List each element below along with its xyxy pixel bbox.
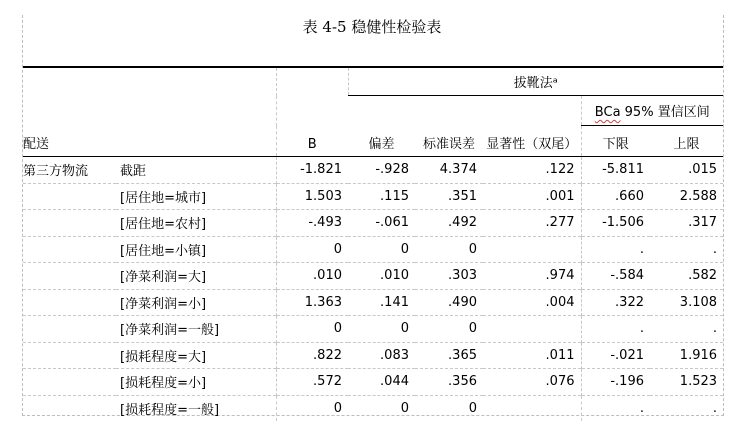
cell-b: 0 (276, 395, 348, 421)
col-se-header: 标准误差 (422, 137, 475, 152)
group-cell: 第三方物流 (23, 157, 116, 184)
table-row (23, 316, 723, 343)
cell-sig: .001 (483, 183, 581, 210)
group-cell (23, 263, 116, 290)
cell-b: -1.821 (276, 157, 348, 184)
cell-bias: 0 (348, 236, 415, 263)
cell-upper: 3.108 (650, 289, 723, 316)
cell-se: 0 (415, 316, 483, 343)
table-row (23, 369, 723, 396)
row-label: [净菜利润=大] (116, 263, 276, 290)
group-cell (23, 395, 116, 421)
cell-sig: .004 (483, 289, 581, 316)
cell-lower: -.021 (581, 342, 650, 369)
cell-bias: .115 (348, 183, 415, 210)
ci-header-label: 95% 置信区间 (620, 105, 710, 120)
row-label: [损耗程度=大] (116, 342, 276, 369)
cell-bias: 0 (348, 316, 415, 343)
cell-upper: 2.588 (650, 183, 723, 210)
cell-upper: .582 (650, 263, 723, 290)
group-cell (23, 289, 116, 316)
header-blank (23, 67, 276, 96)
cell-lower: -.196 (581, 369, 650, 396)
cell-bias: .010 (348, 263, 415, 290)
cell-b: -.493 (276, 210, 348, 237)
cell-b: 1.503 (276, 183, 348, 210)
cell-se: .492 (415, 210, 483, 237)
cell-se: .490 (415, 289, 483, 316)
cell-bias: -.928 (348, 157, 415, 184)
cell-b: .010 (276, 263, 348, 290)
cell-b: 0 (276, 236, 348, 263)
row-label: [居住地=城市] (116, 183, 276, 210)
cell-upper: .317 (650, 210, 723, 237)
cell-b: .572 (276, 369, 348, 396)
table-row (23, 263, 723, 290)
cell-lower: -.584 (581, 263, 650, 290)
cell-sig (483, 236, 581, 263)
cell-upper: . (650, 316, 723, 343)
header-blank-b (276, 67, 348, 96)
col-sig-header: 显著性（双尾） (486, 137, 578, 152)
row-label: [损耗程度=一般] (116, 395, 276, 421)
cell-sig: .277 (483, 210, 581, 237)
cell-sig: .076 (483, 369, 581, 396)
group-cell (23, 210, 116, 237)
row-label: [居住地=农村] (116, 210, 276, 237)
row-label: [损耗程度=小] (116, 369, 276, 396)
table-row (23, 236, 723, 263)
cell-se: .365 (415, 342, 483, 369)
cell-bias: .083 (348, 342, 415, 369)
row-label: 截距 (116, 157, 276, 184)
col-lower-header: 下限 (581, 126, 650, 157)
cell-se: 4.374 (415, 157, 483, 184)
cell-bias: 0 (348, 395, 415, 421)
cell-upper: . (650, 395, 723, 421)
cell-sig: .011 (483, 342, 581, 369)
cell-lower: . (581, 236, 650, 263)
cell-bias: -.061 (348, 210, 415, 237)
bootstrap-header: 拔靴法ᵃ (348, 67, 723, 96)
cell-lower: -5.811 (581, 157, 650, 184)
ci-header-bca: BCa (594, 105, 621, 120)
cell-lower: .322 (581, 289, 650, 316)
cell-lower: . (581, 395, 650, 421)
col-bias-header: 偏差 (368, 137, 395, 152)
row-label: [净菜利润=一般] (116, 316, 276, 343)
table-title: 表 4-5 稳健性检验表 (302, 18, 442, 36)
cell-sig: .974 (483, 263, 581, 290)
cell-b: 0 (276, 316, 348, 343)
table-body (23, 157, 723, 422)
cell-upper: .015 (650, 157, 723, 184)
cell-lower: . (581, 316, 650, 343)
table-row (23, 342, 723, 369)
row-label-header: 配送 (23, 137, 50, 152)
group-cell (23, 342, 116, 369)
cell-upper: 1.916 (650, 342, 723, 369)
cell-se: .303 (415, 263, 483, 290)
row-label: [净菜利润=小] (116, 289, 276, 316)
cell-b: 1.363 (276, 289, 348, 316)
cell-lower: -1.506 (581, 210, 650, 237)
row-label: [居住地=小镇] (116, 236, 276, 263)
ci-header (581, 96, 723, 126)
col-b-header: B (276, 126, 348, 157)
table-row (23, 210, 723, 237)
cell-se: .351 (415, 183, 483, 210)
table-row (23, 289, 723, 316)
table-row (23, 395, 723, 421)
cell-se: .356 (415, 369, 483, 396)
group-cell (23, 369, 116, 396)
cell-sig: .122 (483, 157, 581, 184)
cell-upper: . (650, 236, 723, 263)
cell-se: 0 (415, 236, 483, 263)
table-row (23, 183, 723, 210)
cell-b: .822 (276, 342, 348, 369)
cell-upper: 1.523 (650, 369, 723, 396)
cell-se: 0 (415, 395, 483, 421)
cell-bias: .141 (348, 289, 415, 316)
group-cell (23, 236, 116, 263)
group-cell (23, 316, 116, 343)
group-cell (23, 183, 116, 210)
col-upper-header: 上限 (673, 137, 700, 152)
cell-sig (483, 395, 581, 421)
robustness-table (23, 66, 723, 421)
cell-sig (483, 316, 581, 343)
table-row (23, 157, 723, 184)
cell-lower: .660 (581, 183, 650, 210)
cell-bias: .044 (348, 369, 415, 396)
